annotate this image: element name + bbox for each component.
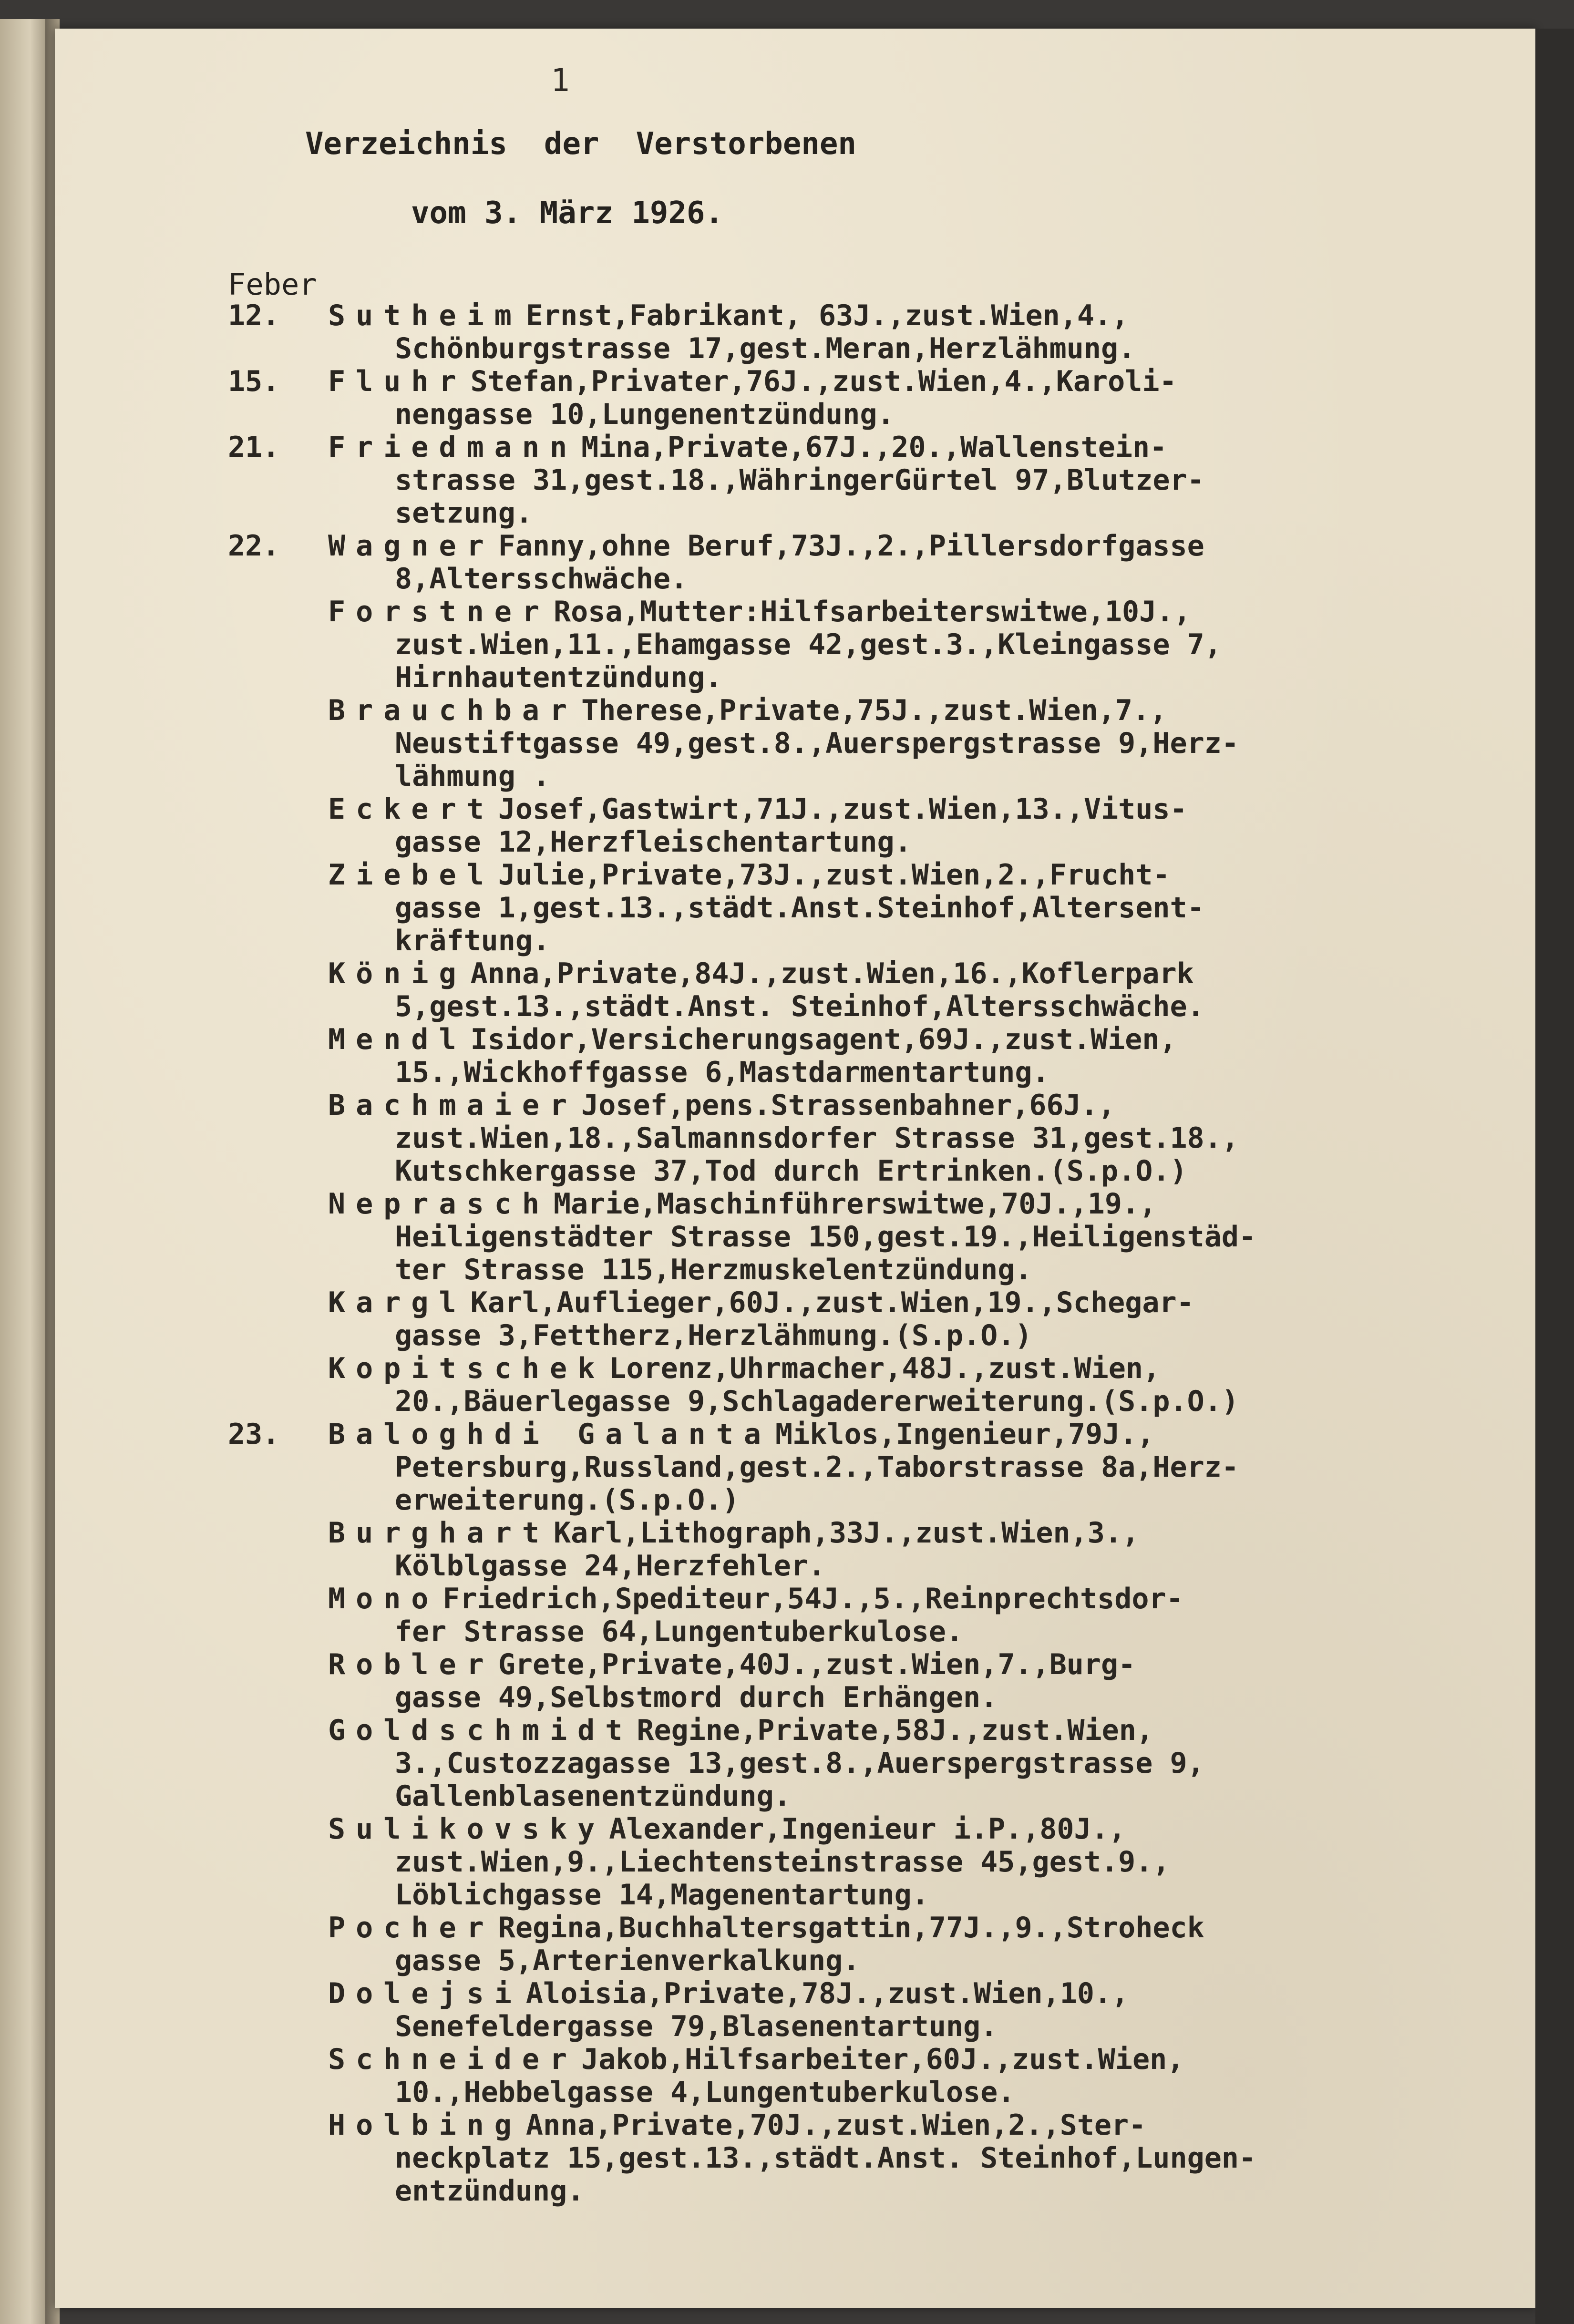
entry-continuation-line: zust.Wien,11.,Ehamgasse 42,gest.3.,Kleingasse 7, [395,628,1222,661]
entry-first-line [228,694,1449,727]
entry-details: Grete,Private,40J.,zust.Wien,7.,Burg- [498,1648,1136,1681]
entry-surname: Ziebel [328,858,494,892]
entry-continuation-line: entzündung. [395,2174,585,2208]
entry-surname: Fluhr [328,365,467,398]
entry-surname: Dolejsi [328,1977,522,2010]
entry-continuation-line: gasse 1,gest.13.,städt.Anst.Steinhof,Altersent- [395,891,1204,925]
entry-continuation-line: 8,Altersschwäche. [395,562,688,596]
entry-continuation-line: 3.,Custozzagasse 13,gest.8.,Auerspergstrasse 9, [395,1747,1204,1780]
entry-first-line [228,299,1449,332]
entry-surname: Kopitschek [328,1352,606,1385]
entry-first-line [228,1714,1449,1747]
entry-continuation-line: 10.,Hebbelgasse 4,Lungentuberkulose. [395,2076,1015,2109]
entry-surname: Friedmann [328,431,578,464]
month-label: Feber [228,267,317,302]
entry-surname: Mono [328,1582,439,1615]
entry-first-line [228,365,1449,398]
entry-day: 12. [228,299,280,332]
register-entry [228,1813,1449,1912]
entry-day: 22. [228,529,280,563]
register-entry [228,2043,1449,2109]
entry-first-line [228,1352,1449,1385]
entry-continuation-line: fer Strasse 64,Lungentuberkulose. [395,1615,964,1648]
entry-first-line [228,957,1449,990]
register-entry [228,1023,1449,1089]
register-entry [228,2109,1449,2208]
entry-continuation-line: zust.Wien,18.,Salmannsdorfer Strasse 31,gest.18., [395,1121,1239,1155]
entry-day: 15. [228,365,280,398]
register-entry [228,793,1449,859]
entry-surname: Kargl [328,1286,467,1319]
entry-surname: König [328,957,467,990]
entry-surname: Burghart [328,1516,550,1550]
scan-border [1535,29,1574,2324]
entry-continuation-line: Gallenblasenentzündung. [395,1779,791,1813]
entry-first-line [228,1912,1449,1944]
entry-continuation-line: 15.,Wickhoffgasse 6,Mastdarmentartung. [395,1056,1049,1089]
entry-first-line [228,1023,1449,1056]
entry-continuation-line: Hirnhautentzündung. [395,661,722,694]
entry-continuation-line: setzung. [395,496,533,530]
entry-details: Karl,Auflieger,60J.,zust.Wien,19.,Schegar- [470,1286,1194,1319]
entry-continuation-line: Kölblgasse 24,Herzfehler. [395,1549,826,1583]
entry-continuation-line: lähmung . [395,760,550,793]
entry-continuation-line: Heiligenstädter Strasse 150,gest.19.,Heiligenstäd- [395,1220,1256,1254]
entry-continuation-line: ter Strasse 115,Herzmuskelentzündung. [395,1253,1032,1286]
entry-first-line [228,1517,1449,1550]
register-entry [228,1089,1449,1188]
entry-continuation-line: gasse 49,Selbstmord durch Erhängen. [395,1681,998,1714]
entry-continuation-line: 5,gest.13.,städt.Anst. Steinhof,Altersschwäche. [395,990,1204,1023]
entry-details: Fanny,ohne Beruf,73J.,2.,Pillersdorfgasse [498,529,1204,563]
entry-continuation-line: gasse 3,Fettherz,Herzlähmung.(S.p.O.) [395,1319,1032,1352]
entry-details: Julie,Private,73J.,zust.Wien,2.,Frucht- [498,858,1170,892]
entry-first-line [228,596,1449,628]
register-entry [228,1517,1449,1583]
entry-surname: Brauchbar [328,694,578,727]
entry-surname: Neprasch [328,1187,550,1221]
entry-surname: Goldschmidt [328,1714,633,1747]
death-register-list [228,299,1449,2208]
register-entry [228,1977,1449,2043]
entry-surname: Sutheim [328,299,522,332]
entry-first-line [228,530,1449,563]
register-entry [228,1352,1449,1418]
register-entry [228,859,1449,957]
entry-details: Marie,Maschinführerswitwe,70J.,19., [553,1187,1157,1221]
document-title: Verzeichnis der Verstorbenen [305,126,856,162]
page-number: 1 [551,62,570,99]
entry-details: Karl,Lithograph,33J.,zust.Wien,3., [553,1516,1140,1550]
entry-surname: Eckert [328,792,494,826]
register-entry [228,694,1449,793]
entry-first-line [228,2109,1449,2142]
entry-details: Therese,Private,75J.,zust.Wien,7., [581,694,1167,727]
entry-surname: Forstner [328,595,550,628]
entry-surname: Mendl [328,1023,467,1056]
entry-details: Rosa,Mutter:Hilfsarbeiterswitwe,10J., [553,595,1191,628]
entry-surname: Baloghdi Galanta [328,1418,772,1451]
register-entry [228,1286,1449,1352]
entry-details: Lorenz,Uhrmacher,48J.,zust.Wien, [609,1352,1161,1385]
entry-details: Regine,Private,58J.,zust.Wien, [637,1714,1154,1747]
entry-details: Ernst,Fabrikant, 63J.,zust.Wien,4., [525,299,1129,332]
entry-details: Aloisia,Private,78J.,zust.Wien,10., [525,1977,1129,2010]
entry-first-line [228,1286,1449,1319]
entry-continuation-line: nengasse 10,Lungenentzündung. [395,398,895,431]
entry-surname: Pocher [328,1911,494,1944]
entry-details: Regina,Buchhaltersgattin,77J.,9.,Stroheck [498,1911,1204,1944]
entry-first-line [228,859,1449,892]
entry-first-line [228,1188,1449,1221]
entry-surname: Robler [328,1648,494,1681]
facing-page-edge [0,19,50,2324]
register-entry [228,299,1449,365]
register-entry [228,431,1449,530]
register-entry [228,596,1449,694]
entry-first-line [228,1648,1449,1681]
register-entry [228,1714,1449,1813]
entry-continuation-line: Löblichgasse 14,Magenentartung. [395,1878,929,1912]
register-entry [228,365,1449,431]
register-entry [228,1418,1449,1517]
entry-day: 23. [228,1418,280,1451]
register-entry [228,957,1449,1023]
entry-details: Jakob,Hilfsarbeiter,60J.,zust.Wien, [581,2043,1184,2076]
entry-continuation-line: Schönburgstrasse 17,gest.Meran,Herzlähmung. [395,332,1136,365]
entry-surname: Holbing [328,2108,522,2142]
entry-continuation-line: Kutschkergasse 37,Tod durch Ertrinken.(S.p.O.) [395,1154,1187,1188]
entry-continuation-line: strasse 31,gest.18.,WähringerGürtel 97,Blutzer- [395,463,1204,497]
entry-details: Stefan,Privater,76J.,zust.Wien,4.,Karoli- [470,365,1177,398]
entry-surname: Bachmaier [328,1089,578,1122]
entry-first-line [228,2043,1449,2076]
entry-details: Miklos,Ingenieur,79J., [775,1418,1154,1451]
entry-details: Josef,pens.Strassenbahner,66J., [581,1089,1115,1122]
entry-first-line [228,1583,1449,1615]
entry-first-line [228,1089,1449,1122]
entry-first-line [228,1418,1449,1451]
register-entry [228,1583,1449,1648]
entry-continuation-line: gasse 5,Arterienverkalkung. [395,1944,860,1977]
entry-details: Alexander,Ingenieur i.P.,80J., [609,1812,1126,1846]
entry-first-line [228,793,1449,826]
entry-continuation-line: neckplatz 15,gest.13.,städt.Anst. Steinhof,Lungen- [395,2141,1256,2175]
entry-continuation-line: Petersburg,Russland,gest.2.,Taborstrasse 8a,Herz- [395,1450,1239,1484]
entry-details: Friedrich,Spediteur,54J.,5.,Reinprechtsdor- [442,1582,1183,1615]
entry-first-line [228,1813,1449,1846]
entry-details: Isidor,Versicherungsagent,69J.,zust.Wien, [470,1023,1177,1056]
entry-details: Josef,Gastwirt,71J.,zust.Wien,13.,Vitus- [498,792,1187,826]
entry-surname: Sulikovsky [328,1812,606,1846]
entry-continuation-line: gasse 12,Herzfleischentartung. [395,825,912,859]
entry-details: Mina,Private,67J.,20.,Wallenstein- [581,431,1167,464]
entry-first-line [228,1977,1449,2010]
document-date: vom 3. März 1926. [411,195,724,231]
entry-continuation-line: zust.Wien,9.,Liechtensteinstrasse 45,gest.9., [395,1845,1170,1879]
entry-day: 21. [228,431,280,464]
entry-first-line [228,431,1449,464]
entry-details: Anna,Private,70J.,zust.Wien,2.,Ster- [525,2108,1146,2142]
entry-details: Anna,Private,84J.,zust.Wien,16.,Koflerpark [470,957,1194,990]
register-entry [228,530,1449,596]
register-entry [228,1648,1449,1714]
register-entry [228,1188,1449,1286]
entry-surname: Schneider [328,2043,578,2076]
entry-continuation-line: 20.,Bäuerlegasse 9,Schlagadererweiterung.(S.p.O.) [395,1385,1239,1418]
register-entry [228,1912,1449,1977]
entry-continuation-line: kräftung. [395,924,550,957]
entry-continuation-line: Senefeldergasse 79,Blasenentartung. [395,2010,998,2043]
entry-continuation-line: Neustiftgasse 49,gest.8.,Auerspergstrasse 9,Herz- [395,727,1239,760]
entry-surname: Wagner [328,529,494,563]
entry-continuation-line: erweiterung.(S.p.O.) [395,1483,740,1517]
